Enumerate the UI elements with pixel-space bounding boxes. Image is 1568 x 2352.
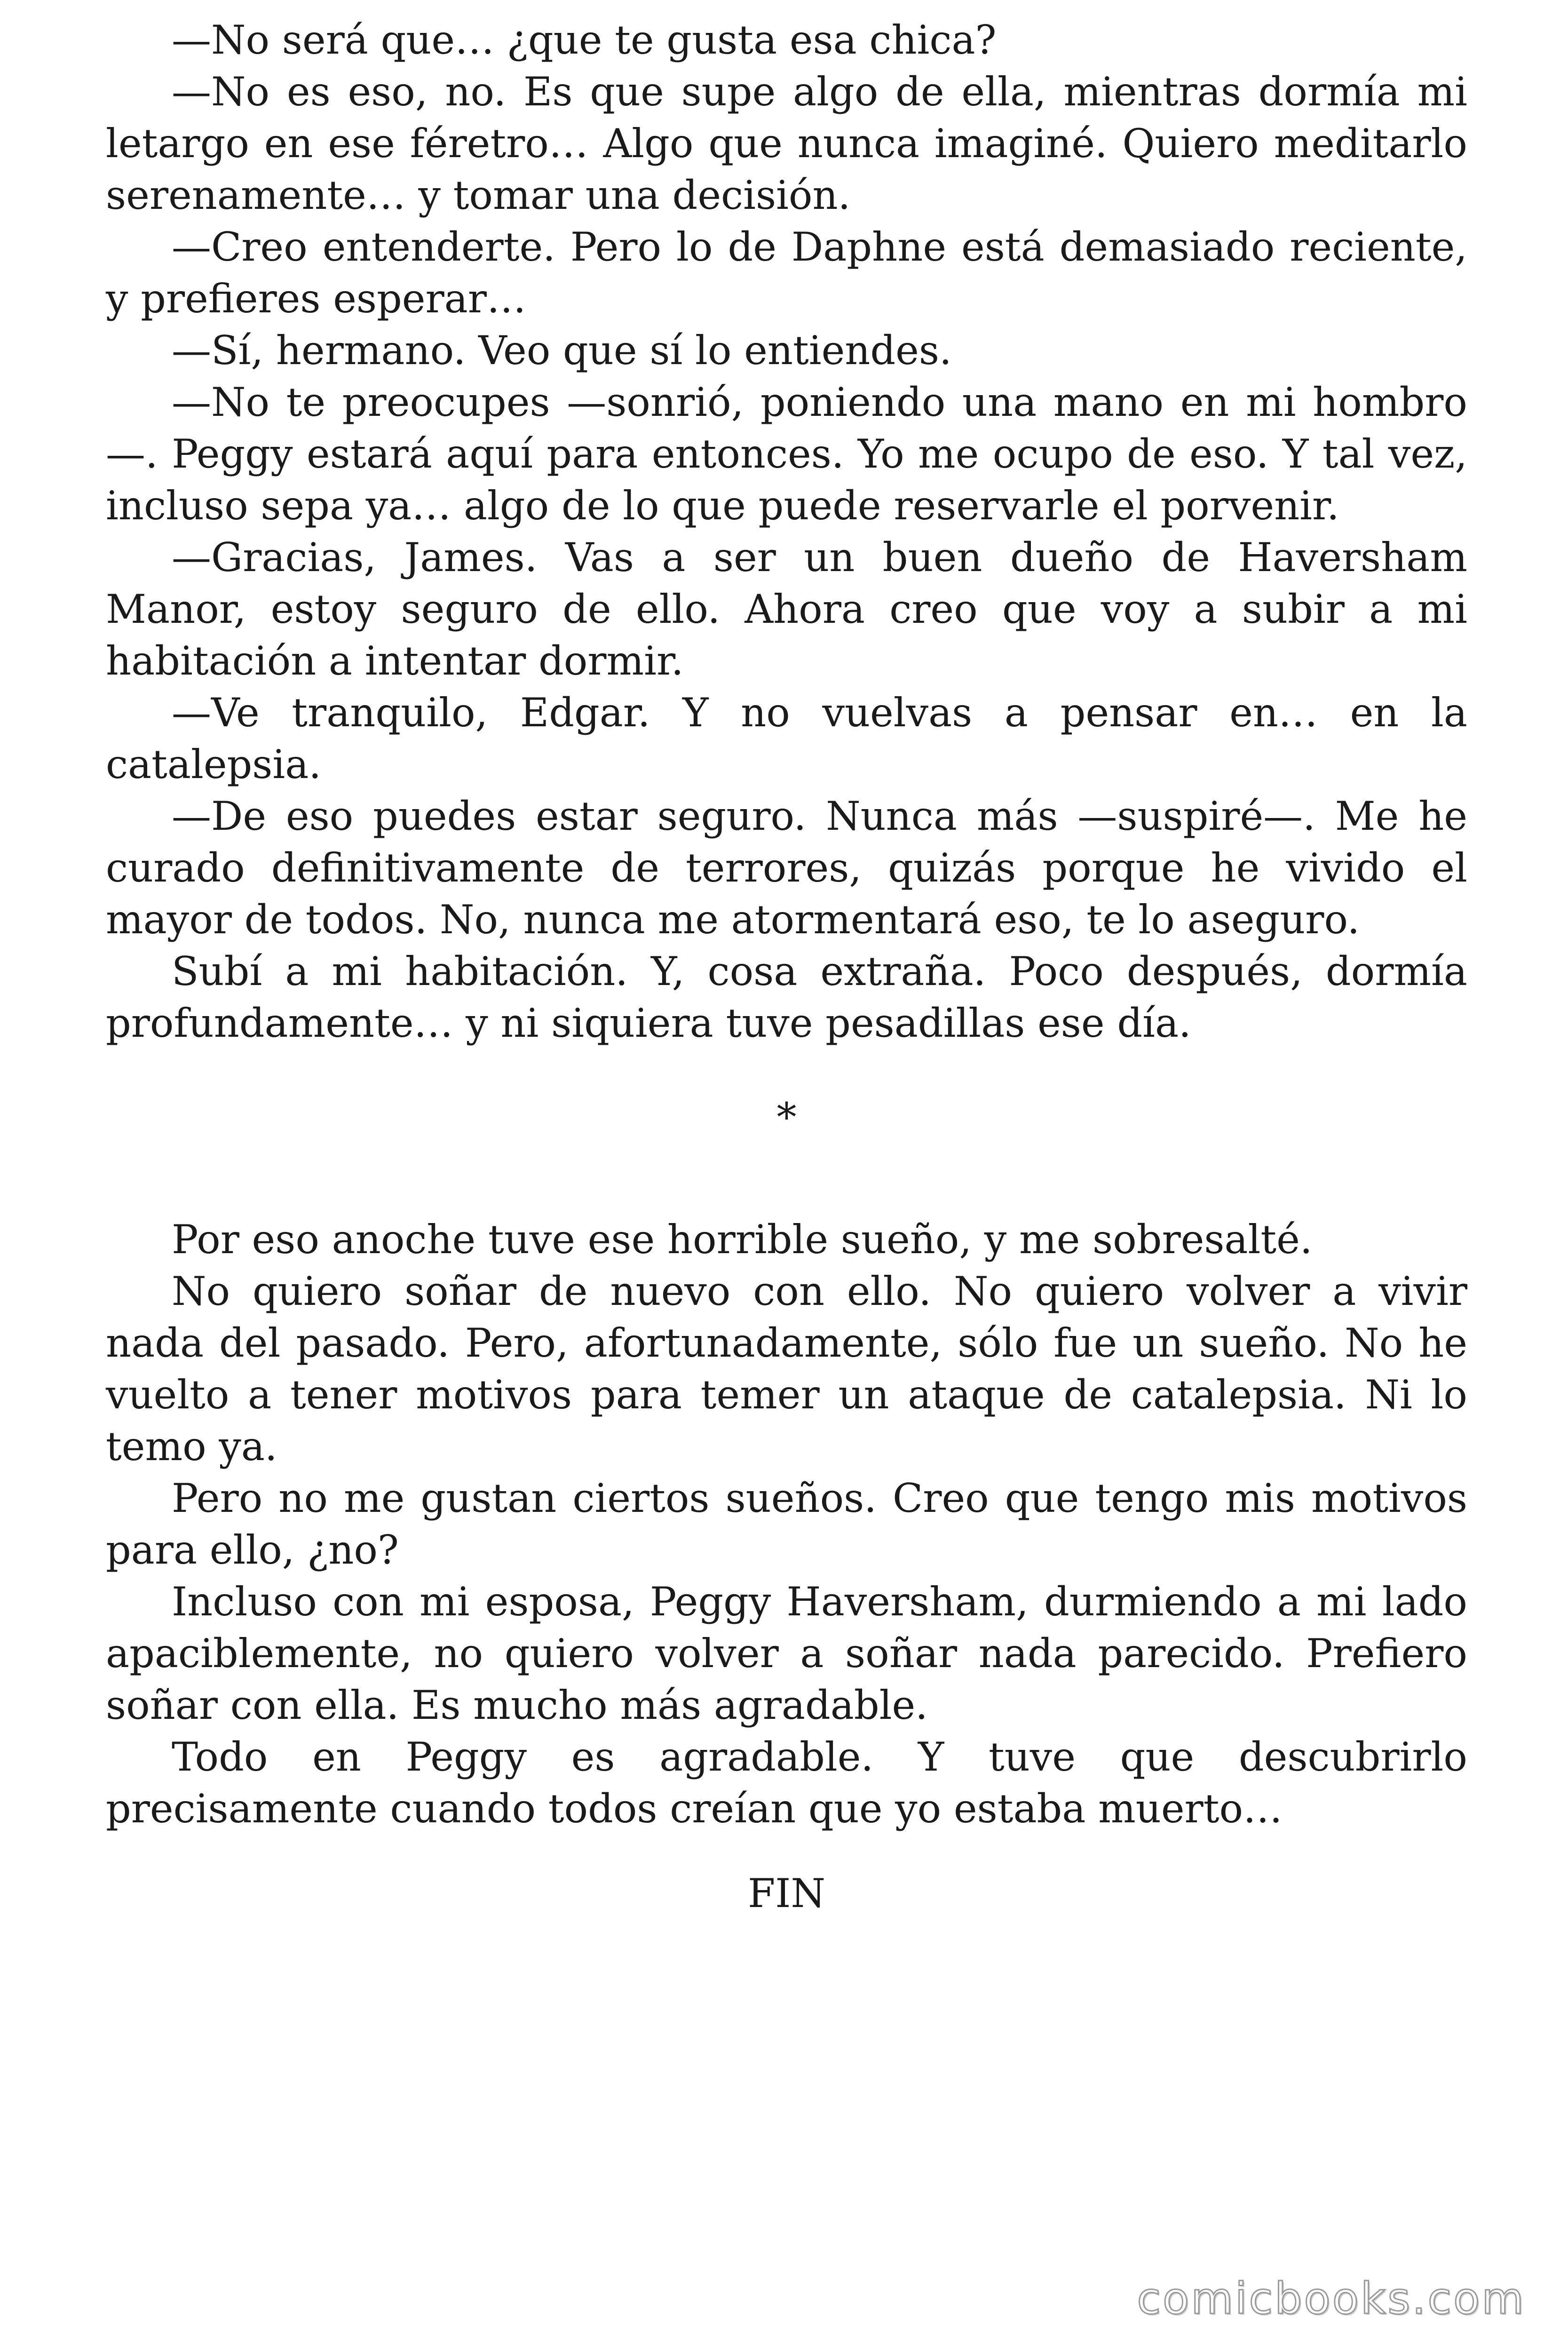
paragraph: Todo en Peggy es agradable. Y tuve que descubrirlo precisamente cuando todos creían que yo estaba muerto… [106, 1734, 1467, 1832]
paragraph: —No te preocupes —sonrió, poniendo una mano en mi hombro—. Peggy estará aquí para entonces. Yo me ocupo de eso. Y tal vez, incluso sepa ya… algo de lo que puede reservarle el porvenir. [106, 379, 1467, 529]
page-body [106, 14, 1467, 1919]
paragraph: —Creo entenderte. Pero lo de Daphne está demasiado reciente, y prefieres esperar… [106, 224, 1467, 322]
paragraph: —De eso puedes estar seguro. Nunca más —suspiré—. Me he curado definitivamente de terrores, quizás porque he vivido el mayor de todos. No, nunca me atormentará eso, te lo aseguro. [106, 793, 1467, 943]
paragraph: Incluso con mi esposa, Peggy Haversham, durmiendo a mi lado apaciblemente, no quiero volver a soñar nada parecido. Prefiero soñar con ella. Es mucho más agradable. [106, 1579, 1467, 1728]
section-separator: * [776, 1094, 797, 1140]
paragraph: No quiero soñar de nuevo con ello. No quiero volver a vivir nada del pasado. Pero, afortunadamente, sólo fue un sueño. No he vuelto a tener motivos para temer un ataque de catalepsia. Ni lo temo ya. [106, 1268, 1467, 1470]
paragraph: —No será que… ¿que te gusta esa chica? [172, 17, 997, 63]
paragraph: Subí a mi habitación. Y, cosa extraña. Poco después, dormía profundamente… y ni siquiera tuve pesadillas ese día. [106, 948, 1467, 1046]
paragraph: —Sí, hermano. Veo que sí lo entiendes. [172, 327, 952, 373]
paragraph: —Gracias, James. Vas a ser un buen dueño de Haversham Manor, estoy seguro de ello. Ahora creo que voy a subir a mi habitación a intentar dormir. [106, 534, 1467, 684]
paragraph: Pero no me gustan ciertos sueños. Creo que tengo mis motivos para ello, ¿no? [106, 1475, 1467, 1573]
paragraph: —No es eso, no. Es que supe algo de ella, mientras dormía mi letargo en ese féretro… Algo que nunca imaginé. Quiero meditarlo serenamente… y tomar una decisión. [106, 69, 1467, 218]
end-label: FIN [748, 1870, 825, 1916]
paragraph: Por eso anoche tuve ese horrible sueño, y me sobresalté. [172, 1216, 1313, 1263]
paragraph: —Ve tranquilo, Edgar. Y no vuelvas a pensar en… en la catalepsia. [106, 690, 1467, 787]
watermark: comicbooks.com [1137, 2273, 1526, 2324]
